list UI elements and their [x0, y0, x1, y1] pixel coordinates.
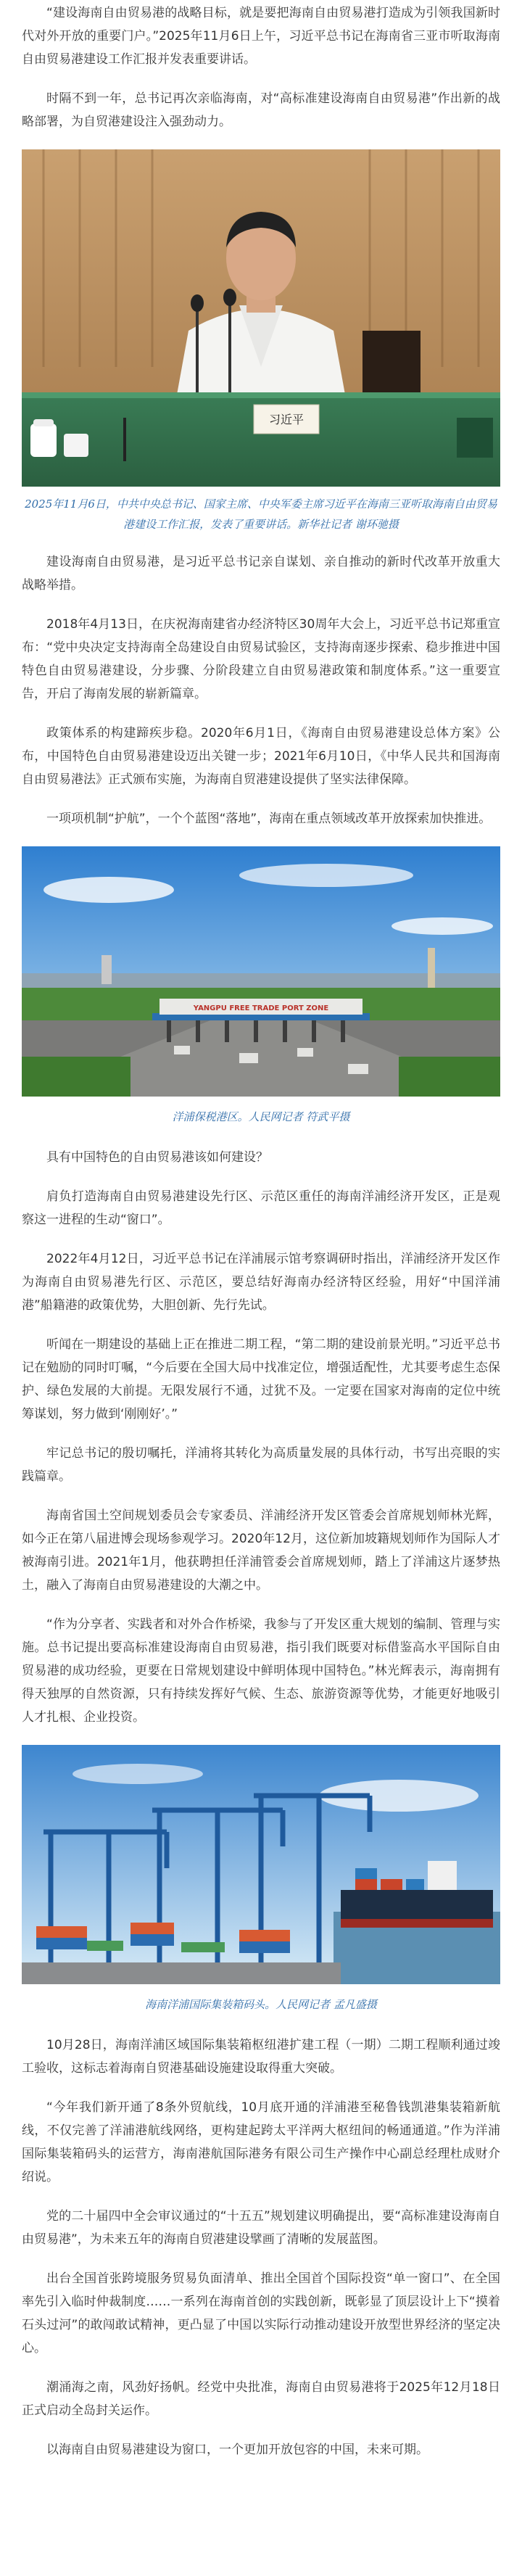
article-paragraph: 以海南自由贸易港建设为窗口，一个更加开放包容的中国，未来可期。	[46, 2443, 428, 2457]
article-paragraph: 党的二十届四中全会审议通过的“十五五”规划建议明确提出，要“高标准建设海南自由贸易港”，为未来五年的海南自贸港建设擘画了清晰的发展蓝图。	[22, 2209, 500, 2247]
article-paragraph: “建设海南自由贸易港的战略目标，就是要把海南自由贸易港打造成为引领我国新时代对外开放的重要门户。”2025年11月6日上午，习近平总书记在海南省三亚市听取海南自由贸易港建设工作汇报并发表重要讲话。	[22, 6, 500, 67]
figure-meeting	[22, 149, 500, 487]
gate-sign-text: YANGPU FREE TRADE PORT ZONE	[193, 1004, 329, 1012]
article-paragraph: “今年我们新开通了8条外贸航线，10月底开通的洋浦港至秘鲁钱凯港集装箱新航线，不仅完善了洋浦港航线网络，更构建起跨太平洋两大枢纽间的畅通通道。”作为洋浦国际集装箱码头的运营方，海南港航国际港务有限公司生产操作中心副总经理杜成财介绍说。	[22, 2100, 500, 2184]
nameplate-text: 习近平	[268, 413, 304, 426]
article-paragraph: 一项项机制“护航”，一个个蓝图“落地”，海南在重点领域改革开放探索加快推进。	[46, 812, 492, 826]
photo-caption: 海南洋浦国际集装箱码头。人民网记者 孟凡盛摄	[145, 1998, 377, 2011]
photo-caption: 2025年11月6日，中共中央总书记、国家主席、中央军委主席习近平在海南三亚听取海南自由贸易港建设工作汇报，发表了重要讲话。新华社记者 谢环驰摄	[25, 498, 497, 531]
article-paragraph: “作为分享者、实践者和对外合作桥梁，我参与了开发区重大规划的编制、管理与实施。总书记提出要高标准建设海南自由贸易港，指引我们既要对标借鉴高水平国际自由贸易港的成功经验，更要在日常规划建设中鲜明体现中国特色。”林光辉表示，海南拥有得天独厚的自然资源，只有持续发挥好气候、生态、旅游资源等优势，才能更好地吸引人才扎根、企业投资。	[22, 1617, 500, 1725]
article-paragraph: 出台全国首张跨境服务贸易负面清单、推出全国首个国际投资“单一窗口”、在全国率先引入临时仲裁制度……一系列在海南首创的实践创新，既彰显了顶层设计上下“摸着石头过河”的敢闯敢试精神，更凸显了中国以实际行动推动建设开放型世界经济的坚定决心。	[22, 2271, 500, 2356]
container-terminal-photo	[22, 1745, 500, 1984]
meeting-photo	[22, 149, 500, 487]
article-paragraph: 牢记总书记的殷切嘱托，洋浦将其转化为高质量发展的具体行动，书写出亮眼的实践篇章。	[22, 1446, 500, 1484]
article-paragraph: 2018年4月13日，在庆祝海南建省办经济特区30周年大会上，习近平总书记郑重宣布：“党中央决定支持海南全岛建设自由贸易试验区，支持海南逐步探索、稳步推进中国特色自由贸易港建设，分步骤、分阶段建立自由贸易港政策和制度体系。”这一重要宣告，开启了海南发展的崭新篇章。	[22, 617, 500, 701]
photo-caption: 洋浦保税港区。人民网记者 符武平摄	[172, 1110, 350, 1123]
article-paragraph: 2022年4月12日，习近平总书记在洋浦展示馆考察调研时指出，洋浦经济开发区作为海南自由贸易港先行区、示范区，要总结好海南办经济特区经验，用好“中国洋浦港”船籍港的政策优势，大胆创新、先行先试。	[22, 1252, 500, 1313]
article-paragraph: 建设海南自由贸易港，是习近平总书记亲自谋划、亲自推动的新时代改革开放重大战略举措。	[22, 555, 500, 593]
article-paragraph: 政策体系的构建蹄疾步稳。2020年6月1日，《海南自由贸易港建设总体方案》公布，中国特色自由贸易港建设迈出关键一步；2021年6月10日，《中华人民共和国海南自由贸易港法》正式颁布实施，为海南自贸港建设提供了坚实法律保障。	[22, 726, 500, 787]
figure-bonded-zone	[22, 846, 500, 1097]
article-paragraph: 肩负打造海南自由贸易港建设先行区、示范区重任的海南洋浦经济开发区，正是观察这一进程的生动“窗口”。	[22, 1189, 500, 1227]
article-paragraph: 具有中国特色的自由贸易港该如何建设？	[46, 1150, 268, 1165]
figure-container-terminal	[22, 1745, 500, 1984]
article-paragraph: 10月28日，海南洋浦区域国际集装箱枢纽港扩建工程（一期）二期工程顺利通过竣工验收，这标志着海南自贸港基础设施建设取得重大突破。	[22, 2038, 500, 2076]
article-paragraph: 潮涌海之南，风劲好扬帆。经党中央批准，海南自由贸易港将于2025年12月18日正式启动全岛封关运作。	[22, 2380, 500, 2418]
bonded-zone-photo	[22, 846, 500, 1097]
article-paragraph: 海南省国土空间规划委员会专家委员、洋浦经济开发区管委会首席规划师林光辉，如今正在第八届进博会现场参观学习。2020年12月，这位新加坡籍规划师作为国际人才被海南引进。2021年1月，他获聘担任洋浦管委会首席规划师，踏上了洋浦这片逐梦热土，融入了海南自由贸易港建设的大潮之中。	[22, 1508, 500, 1593]
article-paragraph: 听闻在一期建设的基础上正在推进二期工程，“第二期的建设前景光明。”习近平总书记在勉励的同时叮嘱，“今后要在全国大局中找准定位，增强适配性，尤其要考虑生态保护、绿色发展的大前提。无限发展行不通，过犹不及。一定要在国家对海南的定位中统筹谋划，努力做到‘刚刚好’。”	[22, 1337, 500, 1421]
article-paragraph: 时隔不到一年，总书记再次亲临海南，对“高标准建设海南自由贸易港”作出新的战略部署，为自贸港建设注入强劲动力。	[22, 91, 500, 129]
